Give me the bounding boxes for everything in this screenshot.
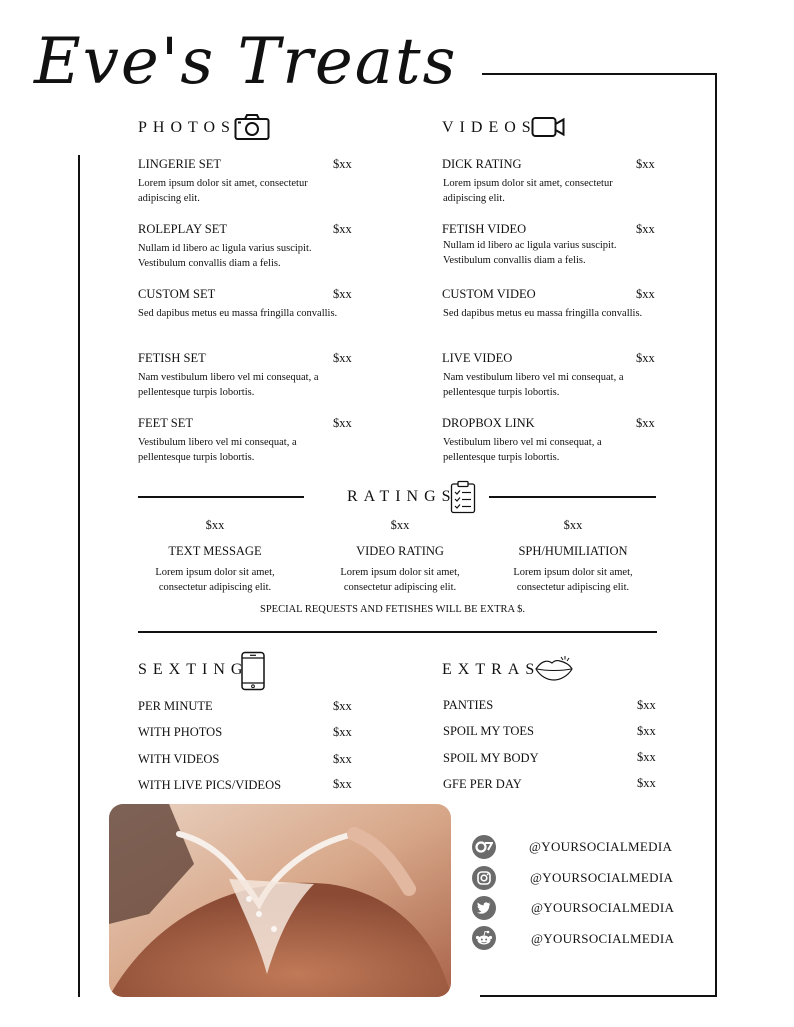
- extras-item-price: $xx: [637, 750, 656, 764]
- reddit-icon[interactable]: [472, 926, 496, 950]
- sexting-item-price: $xx: [333, 725, 352, 739]
- page-title: Eve's Treats: [34, 25, 458, 99]
- sexting-heading: SEXTING: [138, 661, 249, 678]
- extras-item-price: $xx: [637, 724, 656, 738]
- rating-video-rating: [320, 518, 480, 595]
- videos-item-name: DROPBOX LINK: [442, 416, 535, 430]
- social-handle[interactable]: @YOURSOCIALMEDIA: [530, 870, 674, 885]
- rating-name: SPH/HUMILIATION: [518, 544, 628, 558]
- ratings-heading: RATINGS: [347, 488, 457, 505]
- videos-item-desc: Vestibulum libero vel mi consequat, a pellentesque turpis lobortis.: [443, 437, 602, 463]
- lips-icon: [534, 654, 574, 684]
- sexting-item-name: WITH VIDEOS: [138, 752, 220, 766]
- ratings-bottom-divider: [138, 631, 657, 633]
- photos-item-name: FETISH SET: [138, 351, 206, 365]
- rating-price: $xx: [205, 518, 225, 532]
- extras-item-name: GFE PER DAY: [443, 777, 522, 791]
- extras-item-name: SPOIL MY TOES: [443, 724, 534, 738]
- videos-item-price: $xx: [636, 351, 655, 365]
- ratings-divider-right: [489, 496, 656, 498]
- phone-icon: [240, 651, 266, 691]
- checklist-icon: [450, 480, 476, 514]
- videos-item-name: LIVE VIDEO: [442, 351, 513, 365]
- extras-item-name: PANTIES: [443, 698, 494, 712]
- videos-item-name: DICK RATING: [442, 157, 522, 171]
- videos-item-price: $xx: [636, 157, 655, 171]
- sexting-item-price: $xx: [333, 699, 352, 713]
- promo-photo-image: [109, 804, 451, 997]
- photos-item-desc: Nam vestibulum libero vel mi consequat, a pellentesque turpis lobortis.: [138, 372, 319, 398]
- rating-price: $xx: [563, 518, 583, 532]
- frame-top-right: [482, 73, 717, 75]
- videos-item-price: $xx: [636, 416, 655, 430]
- frame-bottom-right: [480, 995, 717, 997]
- camera-icon: [234, 113, 270, 141]
- videos-item-desc: Nam vestibulum libero vel mi consequat, a pellentesque turpis lobortis.: [443, 372, 624, 398]
- special-requests-note: SPECIAL REQUESTS AND FETISHES WILL BE EXTRA $.: [260, 604, 526, 615]
- extras-item-price: $xx: [637, 698, 656, 712]
- extras-item-name: SPOIL MY BODY: [443, 751, 539, 765]
- twitter-icon[interactable]: [472, 896, 496, 920]
- photos-item-price: $xx: [333, 287, 352, 301]
- photos-item-name: ROLEPLAY SET: [138, 222, 228, 236]
- rating-desc: Lorem ipsum dolor sit amet, consectetur adipiscing elit.: [340, 567, 460, 593]
- videos-item-name: FETISH VIDEO: [442, 222, 527, 236]
- social-handle[interactable]: @YOURSOCIALMEDIA: [529, 839, 673, 854]
- social-handle[interactable]: @YOURSOCIALMEDIA: [531, 900, 675, 915]
- photos-item-price: $xx: [333, 157, 352, 171]
- sexting-item-name: WITH PHOTOS: [138, 725, 223, 739]
- videos-heading: VIDEOS: [442, 119, 537, 136]
- sexting-item-price: $xx: [333, 752, 352, 766]
- videos-item-desc: Nullam id libero ac ligula varius suscipit. Vestibulum convallis diam a felis.: [443, 240, 617, 266]
- rating-price: $xx: [390, 518, 410, 532]
- sexting-item-name: WITH LIVE PICS/VIDEOS: [138, 778, 282, 792]
- ratings-divider-left: [138, 496, 304, 498]
- videos-item-desc: Lorem ipsum dolor sit amet, consectetur adipiscing elit.: [443, 178, 613, 204]
- photos-item-name: CUSTOM SET: [138, 287, 216, 301]
- videos-item-name: CUSTOM VIDEO: [442, 287, 536, 301]
- videos-item-price: $xx: [636, 287, 655, 301]
- photos-heading: PHOTOS: [138, 119, 236, 136]
- photos-item-price: $xx: [333, 416, 352, 430]
- photos-item-desc: Vestibulum libero vel mi consequat, a pellentesque turpis lobortis.: [138, 437, 297, 463]
- photos-item-desc: Lorem ipsum dolor sit amet, consectetur adipiscing elit.: [138, 178, 308, 204]
- photos-item-name: FEET SET: [138, 416, 193, 430]
- photos-item-desc: Sed dapibus metus eu massa fringilla convallis.: [138, 308, 338, 319]
- frame-left: [78, 155, 80, 997]
- extras-item-price: $xx: [637, 776, 656, 790]
- rating-desc: Lorem ipsum dolor sit amet, consectetur adipiscing elit.: [513, 567, 633, 593]
- rating-text-message: [135, 518, 295, 595]
- video-camera-icon: [531, 116, 565, 138]
- promo-photo: [109, 804, 451, 997]
- rating-sph-humiliation: [493, 518, 653, 595]
- rating-name: VIDEO RATING: [356, 544, 444, 558]
- onlyfans-icon[interactable]: [472, 835, 496, 859]
- videos-item-desc: Sed dapibus metus eu massa fringilla convallis.: [443, 308, 643, 319]
- photos-item-desc: Nullam id libero ac ligula varius suscipit. Vestibulum convallis diam a felis.: [138, 243, 312, 269]
- rating-desc: Lorem ipsum dolor sit amet, consectetur adipiscing elit.: [155, 567, 275, 593]
- sexting-item-name: PER MINUTE: [138, 699, 213, 713]
- photos-item-name: LINGERIE SET: [138, 157, 221, 171]
- photos-item-price: $xx: [333, 351, 352, 365]
- frame-right: [715, 73, 717, 997]
- photos-item-price: $xx: [333, 222, 352, 236]
- extras-heading: EXTRAS: [442, 661, 541, 678]
- sexting-item-price: $xx: [333, 777, 352, 791]
- social-handle[interactable]: @YOURSOCIALMEDIA: [531, 931, 675, 946]
- rating-name: TEXT MESSAGE: [168, 544, 262, 558]
- instagram-icon[interactable]: [472, 866, 496, 890]
- videos-item-price: $xx: [636, 222, 655, 236]
